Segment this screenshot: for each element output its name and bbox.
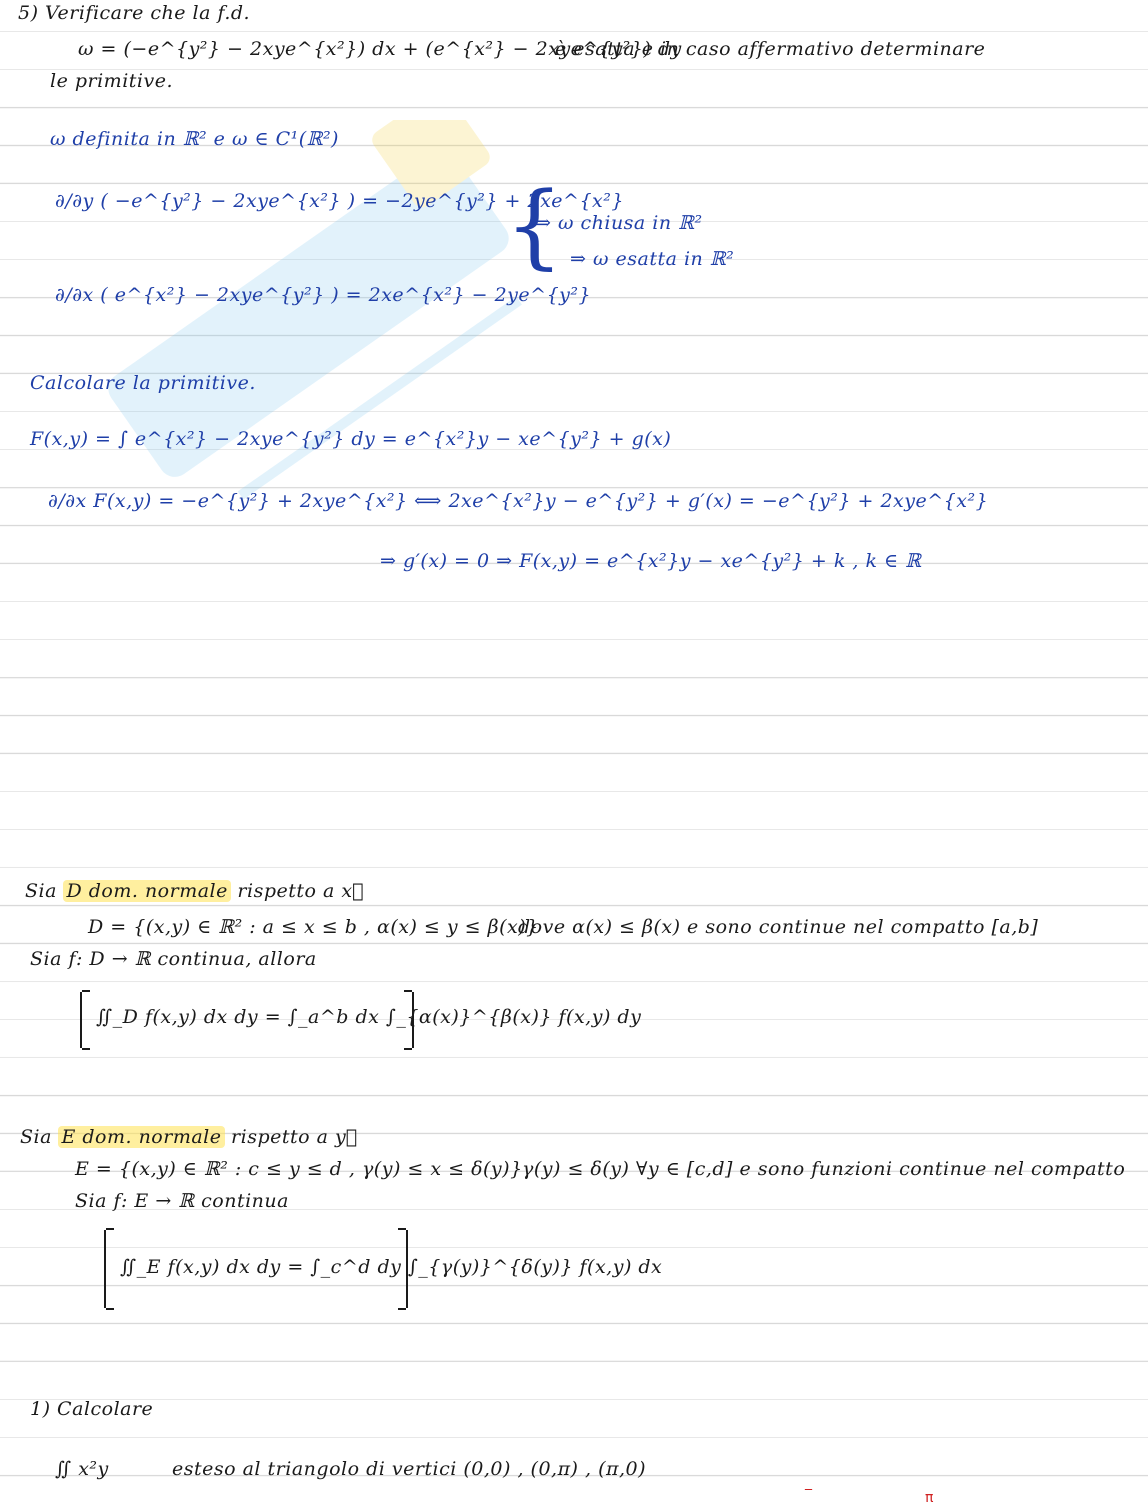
exercise-title: 5) Verificare che la f.d. xyxy=(18,2,251,24)
red-tick-mark: ‾ xyxy=(805,1488,812,1504)
primitive-heading: Calcolare la primitive. xyxy=(30,372,256,394)
theory-x-condition: dove α(x) ≤ β(x) e sono continue nel compatto [a,b] xyxy=(518,916,1039,938)
exact-form-statement: ⇒ ω esatta in ℝ² xyxy=(570,248,735,270)
partial-derivative-x: ∂/∂x ( e^{x²} − 2xye^{y²} ) = 2xe^{x²} − 2ye^{y²} xyxy=(55,284,592,306)
exercise-task: è esatta e in caso affermativo determinare xyxy=(555,38,986,60)
theory-y-intro xyxy=(20,1126,358,1148)
theory-y-formula-box xyxy=(104,1230,663,1308)
theory-x-set: D = {(x,y) ∈ ℝ² : a ≤ x ≤ b , α(x) ≤ y ≤ β(x)} xyxy=(88,916,539,938)
theory-x-intro-pre: Sia xyxy=(25,880,57,902)
closed-form-statement: ⇒ ω chiusa in ℝ² xyxy=(535,212,703,234)
theory-x-intro-highlight: D dom. normale xyxy=(63,880,230,902)
exercise-formula: ω = (−e^{y²} − 2xye^{x²}) dx + (e^{x²} − 2xye^{y²}) dy xyxy=(78,38,682,60)
red-pi-mark: π xyxy=(925,1490,934,1506)
domain-statement: ω definita in ℝ² e ω ∈ C¹(ℝ²) xyxy=(50,128,339,150)
exercise1-description: esteso al triangolo di vertici (0,0) , (0,π) , (π,0) xyxy=(172,1458,647,1480)
primitive-derivative-check: ∂/∂x F(x,y) = −e^{y²} + 2xye^{x²} ⟺ 2xe^{x²}y − e^{y²} + g′(x) = −e^{y²} + 2xye^{x²} xyxy=(48,490,989,512)
theory-y-intro-post: rispetto a y⃗ xyxy=(231,1126,358,1148)
theory-x-formula: ∬_D f(x,y) dx dy = ∫_a^b dx ∫_{α(x)}^{β(x)} f(x,y) dy xyxy=(96,1006,642,1028)
exercise1-integral: ∬ x²y xyxy=(55,1458,109,1480)
theory-y-intro-highlight: E dom. normale xyxy=(58,1126,224,1148)
partial-derivative-y: ∂/∂y ( −e^{y²} − 2xye^{x²} ) = −2ye^{y²} + 2xe^{x²} xyxy=(55,190,624,212)
theory-y-function: Sia f: E → ℝ continua xyxy=(75,1190,289,1212)
theory-x-formula-box xyxy=(80,992,642,1048)
exercise1-heading: 1) Calcolare xyxy=(30,1398,154,1420)
theory-x-intro xyxy=(25,880,364,902)
theory-x-function: Sia f: D → ℝ continua, allora xyxy=(30,948,317,970)
primitive-result: ⇒ g′(x) = 0 ⇒ F(x,y) = e^{x²}y − xe^{y²} + k , k ∈ ℝ xyxy=(380,550,922,572)
theory-y-set: E = {(x,y) ∈ ℝ² : c ≤ y ≤ d , γ(y) ≤ x ≤ δ(y)} xyxy=(75,1158,523,1180)
theory-x-intro-post: rispetto a x⃗ xyxy=(237,880,364,902)
theory-y-condition: γ(y) ≤ δ(y) ∀y ∈ [c,d] e sono funzioni continue nel compatto xyxy=(522,1158,1126,1180)
theory-y-intro-pre: Sia xyxy=(20,1126,52,1148)
system-brace: { xyxy=(505,172,564,279)
theory-y-formula: ∬_E f(x,y) dx dy = ∫_c^d dy ∫_{γ(y)}^{δ(y)} f(x,y) dx xyxy=(120,1256,663,1278)
primitive-integral: F(x,y) = ∫ e^{x²} − 2xye^{y²} dy = e^{x²}y − xe^{y²} + g(x) xyxy=(30,428,672,450)
exercise-task-continued: le primitive. xyxy=(50,70,174,92)
